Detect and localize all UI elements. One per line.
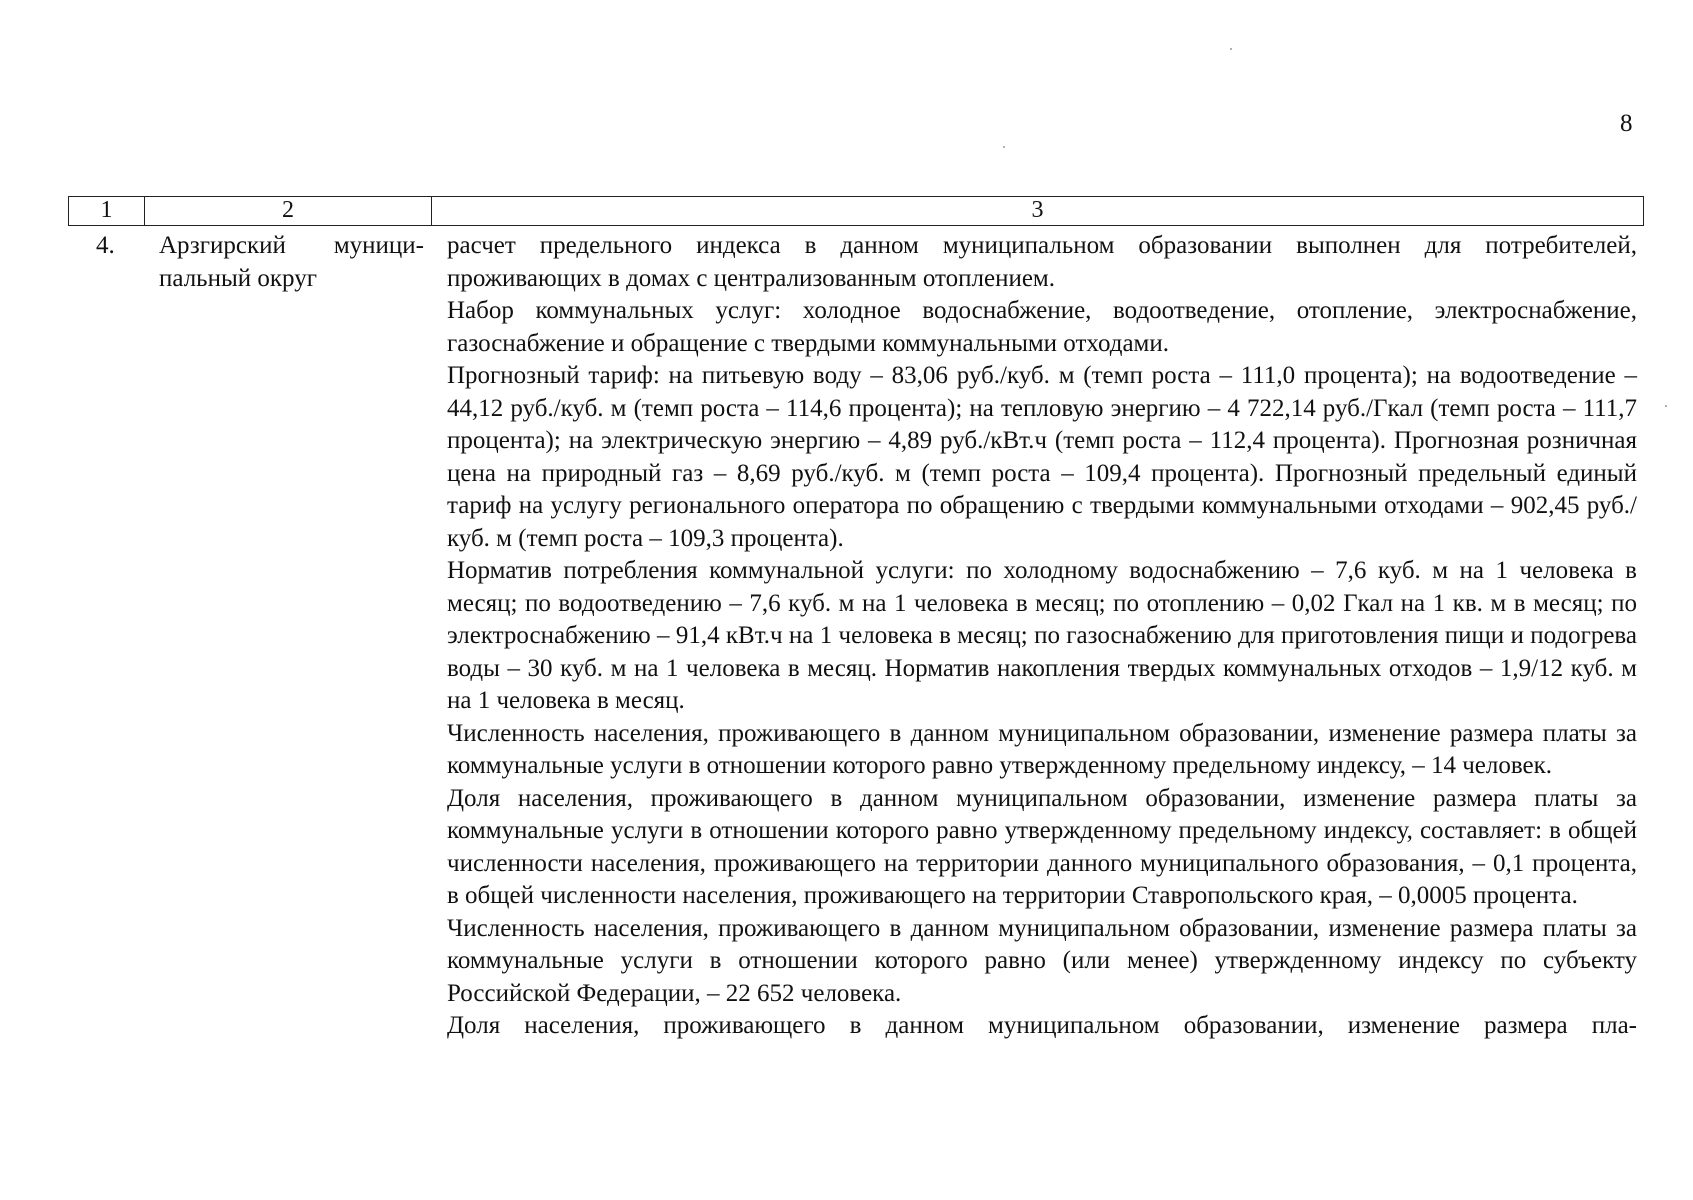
page-number: 8 — [1620, 110, 1633, 137]
paragraph-calculation-basis: расчет предельного индекса в данном муниципальном образовании выполнен для потребителей, проживающих в домах с централизованным отоплением. — [447, 232, 1637, 292]
scan-speck — [1230, 48, 1232, 50]
scan-speck — [1003, 146, 1005, 148]
row-description — [447, 230, 1637, 1043]
table-header-row — [68, 196, 1644, 226]
paragraph-consumption-norm: Норматив потребления коммунальной услуги: по холодному водоснабжению – 7,6 куб. м на 1 человека в месяц; по водоотведению – 7,6 куб. м на 1 человека в месяц; по отоплению – 0,02 Гкал на 1 кв. м в месяц; по электроснабжению – 91,4 кВт.ч на 1 человека в месяц; по газоснабжению для приготовления пищи и подогрева воды – 30 куб. м на 1 человека в месяц. Норматив накопления твердых коммунальных отходов – 1,9/12 куб. м на 1 человека в месяц. — [447, 557, 1637, 714]
table-header-col-1: 1 — [69, 197, 145, 225]
paragraph-services-set: Набор коммунальных услуг: холодное водоснабжение, водоотведение, отопление, электроснабжение, газоснабжение и обращение с твердыми коммунальными отходами. — [447, 297, 1637, 357]
paragraph-population-share-continued: Доля населения, проживающего в данном муниципальном образовании, изменение размера пла- — [447, 1012, 1637, 1039]
scan-speck — [1665, 405, 1667, 407]
paragraph-forecast-tariff: Прогнозный тариф: на питьевую воду – 83,06 руб./куб. м (темп роста – 111,0 процента); на водоотведение – 44,12 руб./куб. м (темп роста – 114,6 процента); на тепловую энергию – 4 722,14 руб./Гкал (темп роста – 111,7 процента); на электрическую энергию – 4,89 руб./кВт.ч (темп роста – 112,4 процента). Прогнозная розничная цена на природный газ – 8,69 руб./куб. м (темп роста – 109,4 процента). Прогнозный предельный единый тариф на услугу регионального оператора по обращению с твердыми коммунальными отходами – 902,45 руб./куб. м (темп роста – 109,3 процента). — [447, 362, 1637, 552]
table-header-col-2: 2 — [145, 197, 432, 225]
row-number: 4. — [96, 232, 115, 259]
table-header-col-3: 3 — [1031, 197, 1044, 223]
paragraph-population-share: Доля населения, проживающего в данном муниципальном образовании, изменение размера платы за коммунальные услуги в отношении которого равно утвержденному предельному индексу, составляет: в общей численности населения, проживающего на территории данного муниципального образования, – 0,1 процента, в общей численности населения, проживающего на территории Ставропольского края, – 0,0005 процента. — [447, 784, 1637, 909]
municipality-name: Арзгирский муници-пальный округ — [159, 232, 424, 292]
paragraph-population-count-index: Численность населения, проживающего в данном муниципальном образовании, изменение размера платы за коммунальные услуги в отношении которого равно (или менее) утвержденному индексу по субъекту Российской Федерации, – 22 652 человека. — [447, 914, 1637, 1007]
paragraph-population-count: Численность населения, проживающего в данном муниципальном образовании, изменение размера платы за коммунальные услуги в отношении которого равно утвержденному предельному индексу, – 14 человек. — [447, 719, 1637, 779]
